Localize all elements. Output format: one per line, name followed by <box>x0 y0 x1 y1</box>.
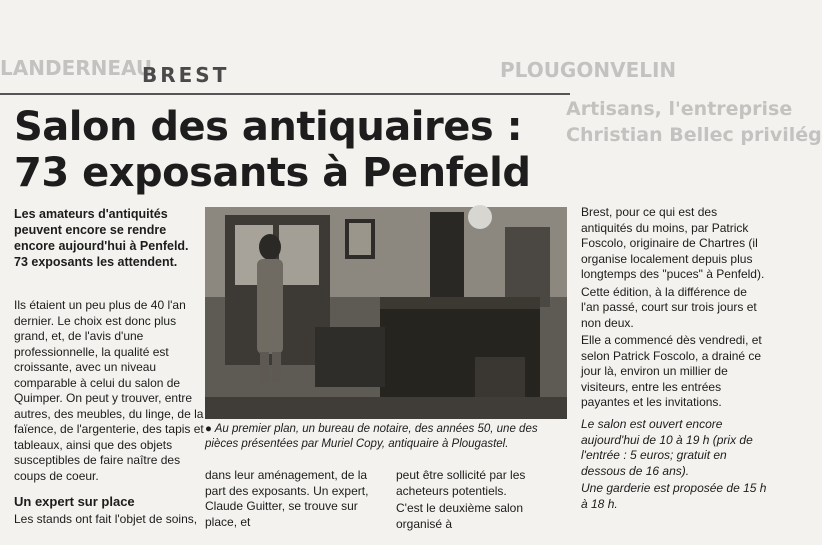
photo-illustration <box>205 207 567 419</box>
headline-line-1: Salon des antiquaires : <box>14 104 523 150</box>
section-rule <box>0 93 570 95</box>
column-3-line-1: peut être sollicité par les acheteurs potentiels. <box>396 468 526 498</box>
column-3-line-2: C'est le deuxième salon organisé à <box>396 501 524 531</box>
column-4-paragraph-1: Brest, pour ce qui est des antiquités du moins, par Patrick Foscolo, originaire de Chartres (il organise localement depuis plus longtemps des "puces" à Penfeld). <box>581 205 765 281</box>
bleed-through-line-2: Christian Bellec privilég <box>566 124 822 146</box>
column-3 <box>396 468 566 534</box>
article-headline <box>14 104 574 196</box>
bleed-through-heading-right: PLOUGONVELIN <box>500 58 677 82</box>
column-2 <box>205 468 385 532</box>
bullet-icon: ● <box>205 423 215 435</box>
column-2-text: dans leur aménagement, de la part des exposants. Un expert, Claude Guitter, se trouve sur place, et <box>205 468 369 529</box>
headline-line-2: 73 exposants à Penfeld <box>14 150 531 196</box>
bleed-through-line-1: Artisans, l'entreprise <box>566 98 793 120</box>
column-4-paragraph-3: Elle a commencé dès vendredi, et selon Patrick Foscolo, a drainé ce jour là, environ un millier de visiteurs, entre les entrées payantes et les invitations. <box>581 333 762 409</box>
column-1 <box>14 298 204 529</box>
column-4-paragraph-2: Cette édition, à la différence de l'an passé, court sur trois jours et non deux. <box>581 284 757 330</box>
article-lede: Les amateurs d'antiquités peuvent encore se rendre encore aujourd'hui à Penfeld. 73 exposants les attendent. <box>14 207 189 269</box>
photo-caption <box>205 422 567 452</box>
practical-info-daycare: Une garderie est proposée de 15 h à 18 h. <box>581 481 767 511</box>
photo-caption-text: Au premier plan, un bureau de notaire, des années 50, une des pièces présentées par Muriel Copy, antiquaire à Plougastel. <box>205 423 538 450</box>
column-1-tail: Les stands ont fait l'objet de soins, <box>14 511 198 526</box>
practical-info <box>581 417 771 514</box>
subheading: Un expert sur place <box>14 494 135 509</box>
section-label: BREST <box>142 63 230 87</box>
column-1-paragraph: Ils étaient un peu plus de 40 l'an dernier. Le choix est donc plus grand, et, de l'avis d'une professionnelle, la qualité est croissante, avec un niveau comparable à celui du salon de Quimper. On peut y trouver, entre autres, des meubles, du linge, de la faïence, de l'argenterie, des tapis et tableaux, ainsi que des objets susceptibles de faire naître des coups de coeur. <box>14 298 204 483</box>
practical-info-hours: Le salon est ouvert encore aujourd'hui de 10 à 19 h (prix de l'entrée : 5 euros; gratuit en dessous de 16 ans). <box>581 417 753 478</box>
article-photo <box>205 207 567 419</box>
bleed-through-heading-left: LANDERNEAU <box>0 56 153 80</box>
column-4 <box>581 205 766 413</box>
